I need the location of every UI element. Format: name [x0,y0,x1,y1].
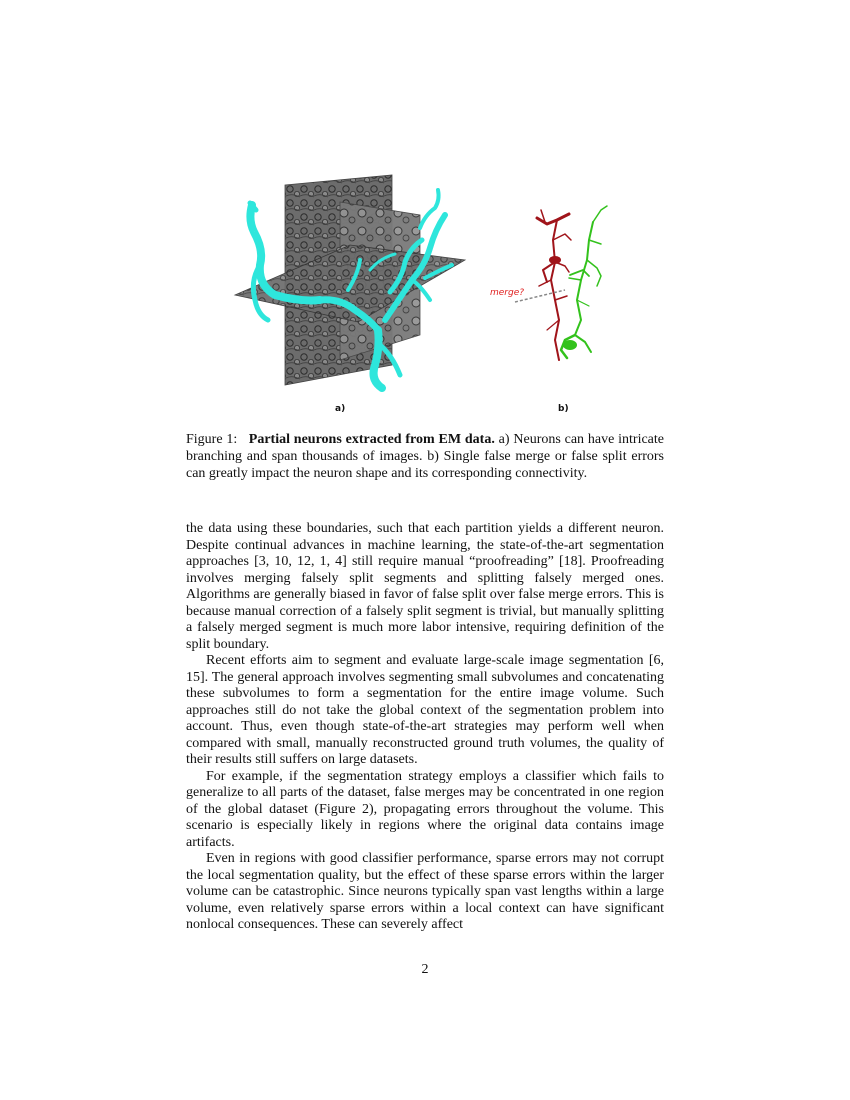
panel-a-em-rendering [230,170,475,395]
panel-a-label: a) [335,404,346,414]
paragraph-2: Recent efforts aim to segment and evaluate large-scale image segmentation [6, 15]. The general approach involves segmenting small subvolumes and concatenating these subvolumes to form a segmentation for the entire image volume. Such approaches still do not take the global context of the segmentation problem into account. Thus, even though state-of-the-art strategies may perform well when compared with small, manually reconstructed ground truth volumes, the quality of their results still suffers on large datasets. [186,653,664,767]
merge-annotation: merge? [490,288,525,298]
body-text [186,521,664,934]
paragraph-4: Even in regions with good classifier performance, sparse errors may not corrupt the local segmentation quality, but the effect of these sparse errors within the larger volume can be catastrophic. Since neurons typically span vast lengths within a large volume, even relatively sparse errors within a local context can have significant nonlocal consequences. These can severely affect [186,851,664,932]
paragraph-3: For example, if the segmentation strategy employs a classifier which fails to generalize to all parts of the dataset, false merges may be concentrated in one region of the global dataset (Figure 2), propagating errors throughout the volume. This scenario is especially likely in regions where the original data contains image artifacts. [186,768,664,850]
panel-b-merge-example [485,200,630,380]
green-neuron [561,206,607,358]
page-number: 2 [421,962,429,977]
red-neuron [537,210,571,360]
paragraph-1: the data using these boundaries, such that each partition yields a different neuron. Despite continual advances in machine learning, the state-of-the-art segmentation approaches [3, 10, 12, 1, 4] still require manual “proofreading” [18]. Proofreading involves merging falsely split segments and splitting falsely merged ones. Algorithms are generally biased in favor of false split over false merge errors. This is because manual correction of a falsely split segment is trivial, but manually splitting a falsely merged segment is much more labor intensive, requiring definition of the split boundary. [186,521,664,652]
caption-text: a) Neurons can have intricate branching and span thousands of images. b) Single false merge or false split errors can greatly impact the neuron shape and its corresponding connectivity. [186,432,665,481]
panel-b-label: b) [558,404,569,414]
figure-1 [220,170,640,420]
caption-prefix: Figure 1: [186,432,238,447]
caption-title: Partial neurons extracted from EM data. [248,432,495,447]
figure-caption [186,431,664,482]
